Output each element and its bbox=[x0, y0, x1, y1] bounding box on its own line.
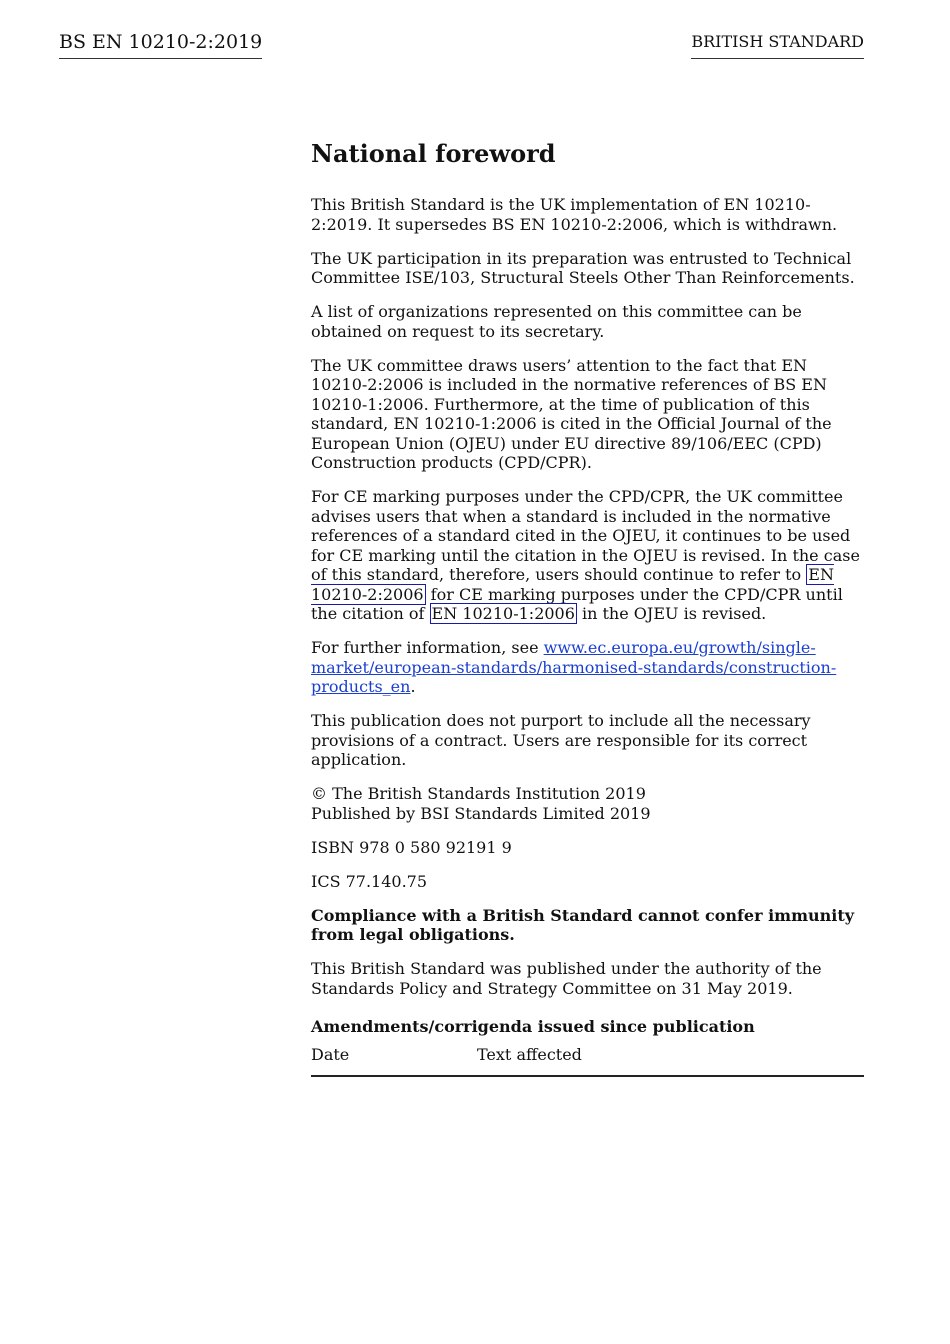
ce-marking-text-2: for CE marking purposes under the CPD/CPR until the citation of bbox=[311, 584, 843, 623]
ce-marking-text-1: For CE marking purposes under the CPD/CPR, the UK committee advises users that when a standard is included in the normative references of a standard cited in the OJEU, it continues to be used for CE marking until the citation in the OJEU is revised. In the case of this standard, therefore, users should continue to refer to bbox=[311, 487, 860, 584]
paragraph-copyright bbox=[311, 784, 864, 823]
paragraph-further-info bbox=[311, 638, 864, 697]
page-title: National foreword bbox=[311, 139, 556, 168]
paragraph-organizations: A list of organizations represented on this committee can be obtained on request to its secretary. bbox=[311, 302, 802, 341]
header-doc-id: BS EN 10210-2:2019 bbox=[59, 30, 262, 59]
copyright-line: © The British Standards Institution 2019 bbox=[311, 784, 646, 803]
amendments-col-date: Date bbox=[311, 1044, 350, 1064]
ics: ICS 77.140.75 bbox=[311, 871, 428, 891]
amendments-title: Amendments/corrigenda issued since publication bbox=[311, 1017, 755, 1036]
paragraph-contract: This publication does not purport to include all the necessary provisions of a contract. Users are responsible for its correct application. bbox=[311, 711, 811, 769]
header-series: BRITISH STANDARD bbox=[691, 30, 864, 59]
isbn: ISBN 978 0 580 92191 9 bbox=[311, 837, 512, 857]
amendments-table bbox=[311, 1045, 864, 1078]
national-foreword bbox=[311, 139, 864, 1077]
paragraph-participation: The UK participation in its preparation was entrusted to Technical Committee ISE/103, Structural Steels Other Than Reinforcements. bbox=[311, 248, 855, 287]
ec-europa-link[interactable]: www.ec.europa.eu/growth/single-market/european-standards/harmonised-standards/construction-products_en bbox=[311, 638, 837, 696]
reference-en-10210-1-2006[interactable]: EN 10210-1:2006 bbox=[431, 604, 575, 623]
reference-en-10210-2-2006[interactable]: EN 10210-2:2006 bbox=[311, 565, 834, 604]
paragraph-ce-marking bbox=[311, 487, 864, 624]
paragraph-normative-references: The UK committee draws users’ attention to the fact that EN 10210-2:2006 is included in the normative references of BS EN 10210-1:2006. Furthermore, at the time of publication of this standard, EN 10210-1:2006 is cited in the Official Journal of the European Union (OJEU) under EU directive 89/106/EEC (CPD) Construction products (CPD/CPR). bbox=[311, 355, 832, 472]
amendments-col-text: Text affected bbox=[477, 1044, 582, 1064]
published-line: Published by BSI Standards Limited 2019 bbox=[311, 803, 651, 823]
paragraph-implementation: This British Standard is the UK implementation of EN 10210-2:2019. It supersedes BS EN 10210-2:2006, which is withdrawn. bbox=[311, 195, 838, 234]
further-info-text: For further information, see bbox=[311, 638, 544, 657]
compliance-statement: Compliance with a British Standard cannot confer immunity from legal obligations. bbox=[311, 905, 855, 944]
further-info-end: . bbox=[410, 677, 416, 696]
paragraph-authority: This British Standard was published under the authority of the Standards Policy and Strategy Committee on 31 May 2019. bbox=[311, 959, 822, 998]
ce-marking-text-3: in the OJEU is revised. bbox=[576, 604, 767, 623]
